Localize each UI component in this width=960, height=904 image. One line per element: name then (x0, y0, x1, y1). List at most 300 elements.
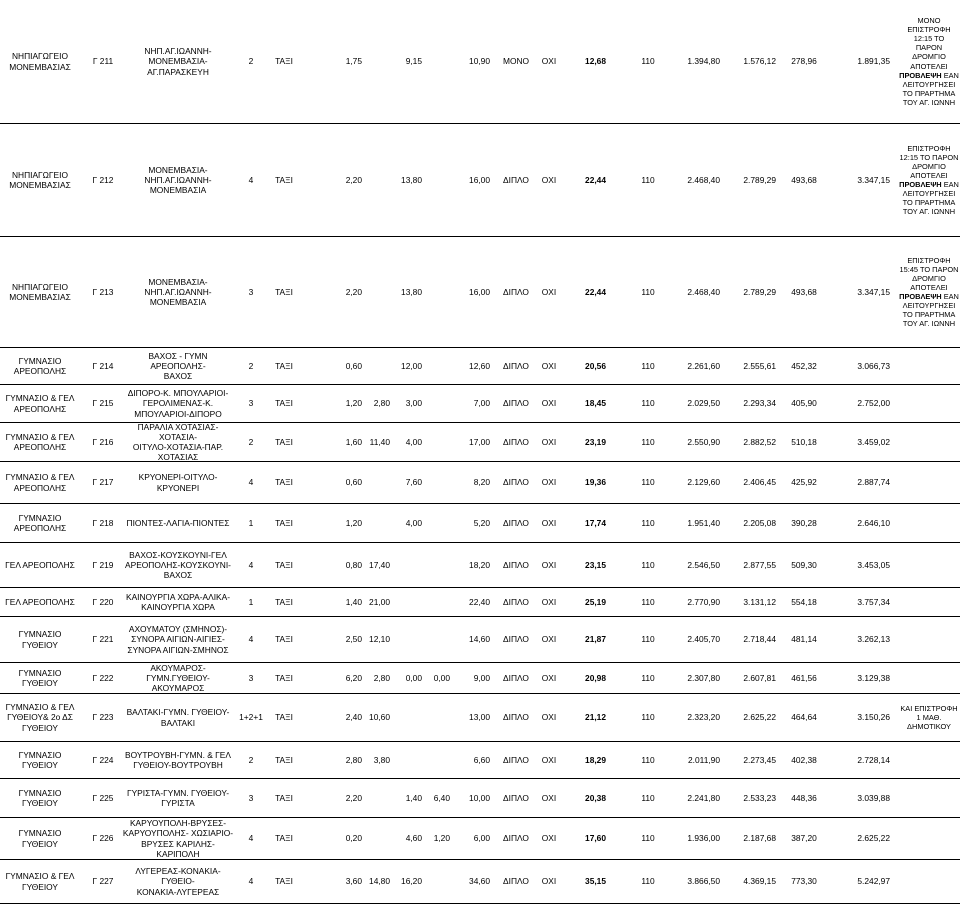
daily-cost (566, 818, 606, 859)
km-total-text: 16,00 (469, 286, 490, 297)
school-name-text: ΓΥΜΝΑΣΙΟ & ΓΕΛ ΓΥΘΕΙΟΥ (5, 871, 75, 892)
route-code (84, 124, 122, 236)
daily-cost-text: 18,29 (585, 754, 606, 765)
km-segment-3 (390, 348, 422, 384)
daily-cost-text: 23,15 (585, 559, 606, 570)
route-note-text: ΕΠΙΣΤΡΟΦΗ 15:45 ΤΟ ΠΑΡΟΝ ΔΡΟΜΓΙΟ ΑΠΟΤΕΛΕΙ ΠΡΟΒΛΕΨΗ ΕΑΝ ΛΕΙΤΟΥΡΓΗΣΕΙ ΤΟ ΠΡΑΡΤΗΜΑ ΤΟΥ ΑΓ. ΙΩΝΝΗ (899, 255, 959, 329)
student-count (236, 385, 266, 422)
route-note (898, 504, 960, 542)
daily-cost (566, 779, 606, 817)
escort-flag-text: ΟΧΙ (541, 517, 557, 528)
net-amount-text: 2.307,80 (687, 672, 720, 683)
route-description-text: ΠΑΡΑΛΙΑ ΧΟΤΑΣΙΑΣ-ΧΟΤΑΣΙΑ- ΟΙΤΥΛΟ-ΧΟΤΑΣΙΑ-ΠΑΡ. ΧΟΤΑΣΙΑΣ (132, 421, 224, 463)
net-amount-text: 2.323,20 (687, 712, 720, 723)
daily-cost (566, 348, 606, 384)
escort-flag (538, 818, 560, 859)
route-description-text: ΝΗΠ.ΑΓ.ΙΩΑΝΝΗ- ΜΟΝΕΜΒΑΣΙΑ- ΑΓ.ΠΑΡΑΣΚΕΥΗ (144, 46, 212, 77)
net-amount-text: 1.936,00 (687, 833, 720, 844)
route-description-text: ΠΙΟΝΤΕΣ-ΛΑΓΙΑ-ΠΙΟΝΤΕΣ (126, 517, 230, 528)
tax-amount (780, 860, 828, 903)
route-type-text: ΜΟΝΟ (502, 56, 530, 67)
school-name (0, 860, 80, 903)
km-segment-3 (390, 694, 422, 741)
km-segment-2-text: 11,40 (369, 436, 390, 447)
vehicle-type (266, 385, 302, 422)
km-segment-3 (390, 818, 422, 859)
amount-with-tax-text: 1.576,12 (743, 56, 776, 67)
student-count (236, 462, 266, 503)
amount-with-tax (724, 462, 776, 503)
days-count (632, 588, 664, 616)
school-name (0, 348, 80, 384)
daily-cost (566, 663, 606, 693)
km-total (450, 462, 490, 503)
route-note (898, 385, 960, 422)
amount-with-tax-text: 2.205,08 (743, 517, 776, 528)
school-name-text: ΓΥΜΝΑΣΙΟ ΑΡΕΟΠΟΛΗΣ (13, 355, 67, 376)
route-description-text: ΜΟΝΕΜΒΑΣΙΑ- ΝΗΠ.ΑΓ.ΙΩΑΝΝΗ- ΜΟΝΕΜΒΑΣΙΑ (144, 164, 212, 196)
grand-total-text: 3.129,38 (857, 672, 890, 683)
daily-cost (566, 385, 606, 422)
km-segment-1 (318, 860, 362, 903)
route-code (84, 779, 122, 817)
net-amount (672, 124, 720, 236)
route-description (122, 423, 234, 461)
route-note (898, 124, 960, 236)
km-segment-3-text: 4,00 (405, 517, 422, 528)
route-code (84, 617, 122, 662)
route-type-text: ΔΙΠΛΟ (503, 517, 529, 528)
km-segment-2-text: 14,80 (369, 876, 390, 887)
km-segment-1-text: 0,60 (345, 477, 362, 488)
daily-cost-text: 35,15 (585, 876, 606, 887)
route-type (492, 860, 540, 903)
grand-total-text: 3.347,15 (857, 174, 890, 185)
route-description (122, 504, 234, 542)
escort-flag (538, 0, 560, 123)
net-amount (672, 617, 720, 662)
daily-cost-text: 19,36 (585, 477, 606, 488)
table-row (0, 860, 960, 904)
daily-cost (566, 694, 606, 741)
route-code-text: Γ 214 (92, 360, 114, 371)
km-total-text: 7,00 (473, 398, 490, 409)
route-description (122, 385, 234, 422)
amount-with-tax-text: 2.607,81 (743, 672, 776, 683)
amount-with-tax (724, 779, 776, 817)
vehicle-type-text: ΤΑΞΙ (275, 596, 293, 607)
route-description (122, 779, 234, 817)
route-type-text: ΔΙΠΛΟ (503, 596, 529, 607)
route-description (122, 663, 234, 693)
school-name-text: ΓΥΜΝΑΣΙΟ ΑΡΕΟΠΟΛΗΣ (13, 512, 67, 533)
km-total-text: 5,20 (473, 517, 490, 528)
route-type-text: ΔΙΠΛΟ (503, 174, 529, 185)
school-name-text: ΓΥΜΝΑΣΙΟ ΓΥΘΕΙΟΥ (18, 787, 62, 808)
km-segment-3-text: 0,00 (405, 672, 422, 683)
amount-with-tax-text: 2.882,52 (743, 436, 776, 447)
route-code (84, 348, 122, 384)
student-count-text: 3 (248, 792, 254, 803)
amount-with-tax (724, 860, 776, 903)
school-name (0, 742, 80, 778)
student-count (236, 237, 266, 347)
km-segment-4 (422, 694, 450, 741)
student-count-text: 2 (248, 360, 254, 371)
km-segment-1 (318, 504, 362, 542)
km-segment-1 (318, 694, 362, 741)
km-total-text: 17,00 (469, 436, 490, 447)
net-amount (672, 423, 720, 461)
km-segment-1-text: 2,20 (345, 792, 362, 803)
route-type-text: ΔΙΠΛΟ (503, 360, 529, 371)
net-amount (672, 742, 720, 778)
student-count (236, 588, 266, 616)
days-count-text: 110 (641, 634, 655, 645)
km-segment-2 (362, 423, 390, 461)
escort-flag (538, 742, 560, 778)
days-count (632, 543, 664, 587)
km-total-text: 12,60 (469, 360, 490, 371)
km-total (450, 663, 490, 693)
amount-with-tax (724, 423, 776, 461)
km-segment-1-text: 1,60 (345, 436, 362, 447)
km-total (450, 694, 490, 741)
km-segment-2 (362, 504, 390, 542)
amount-with-tax (724, 663, 776, 693)
km-segment-2-text: 10,60 (369, 712, 390, 723)
route-type (492, 385, 540, 422)
route-description-text: ΜΟΝΕΜΒΑΣΙΑ- ΝΗΠ.ΑΓ.ΙΩΑΝΝΗ- ΜΟΝΕΜΒΑΣΙΑ (144, 276, 212, 308)
km-total-text: 13,00 (469, 712, 490, 723)
grand-total-text: 3.150,26 (857, 712, 890, 723)
tax-amount-text: 452,32 (791, 360, 817, 371)
route-type (492, 0, 540, 123)
student-count-text: 2 (248, 56, 254, 67)
amount-with-tax (724, 742, 776, 778)
tax-amount (780, 818, 828, 859)
tax-amount-text: 509,30 (791, 559, 817, 570)
days-count (632, 462, 664, 503)
amount-with-tax-text: 2.406,45 (743, 477, 776, 488)
vehicle-type-text: ΤΑΞΙ (275, 477, 293, 488)
route-note (898, 348, 960, 384)
grand-total (840, 0, 890, 123)
km-segment-1-text: 2,20 (345, 174, 362, 185)
escort-flag-text: ΟΧΙ (541, 833, 557, 844)
days-count-text: 110 (641, 754, 655, 765)
days-count-text: 110 (641, 360, 655, 371)
amount-with-tax (724, 694, 776, 741)
km-segment-1 (318, 385, 362, 422)
days-count-text: 110 (641, 596, 655, 607)
km-segment-3-text: 16,20 (401, 876, 422, 887)
route-description-text: ΑΧΟΥΜΑΤΟΥ (ΣΜΗΝΟΣ)- ΣΥΝΟΡΑ ΑΙΓΙΩΝ-ΑΙΓΙΕΣ- ΣΥΝΟΡΑ ΑΙΓΙΩΝ-ΣΜΗΝΟΣ (127, 624, 229, 655)
daily-cost (566, 0, 606, 123)
route-type (492, 124, 540, 236)
table-row (0, 385, 960, 423)
grand-total-text: 3.066,73 (857, 360, 890, 371)
route-description (122, 617, 234, 662)
route-note (898, 663, 960, 693)
escort-flag-text: ΟΧΙ (541, 559, 557, 570)
route-description (122, 742, 234, 778)
days-count (632, 423, 664, 461)
daily-cost (566, 742, 606, 778)
school-name-text: ΓΥΜΝΑΣΙΟ & ΓΕΛ ΑΡΕΟΠΟΛΗΣ (5, 393, 75, 414)
route-type (492, 543, 540, 587)
km-segment-3 (390, 860, 422, 903)
grand-total-text: 5.242,97 (857, 876, 890, 887)
km-segment-2 (362, 694, 390, 741)
route-note (898, 237, 960, 347)
route-type (492, 237, 540, 347)
days-count-text: 110 (641, 398, 655, 409)
school-name-text: ΝΗΠΙΑΓΩΓΕΙΟ ΜΟΝΕΜΒΑΣΙΑΣ (9, 281, 71, 302)
escort-flag-text: ΟΧΙ (541, 436, 557, 447)
route-type-text: ΔΙΠΛΟ (503, 634, 529, 645)
km-segment-2-text: 3,80 (373, 754, 390, 765)
student-count (236, 348, 266, 384)
tax-amount-text: 493,68 (791, 174, 817, 185)
km-segment-2 (362, 818, 390, 859)
km-segment-3 (390, 742, 422, 778)
grand-total (840, 818, 890, 859)
amount-with-tax (724, 543, 776, 587)
km-segment-1 (318, 237, 362, 347)
daily-cost-text: 23,19 (585, 436, 606, 447)
table-row (0, 423, 960, 462)
escort-flag (538, 423, 560, 461)
vehicle-type-text: ΤΑΞΙ (275, 360, 293, 371)
table-row (0, 504, 960, 543)
grand-total-text: 2.728,14 (857, 754, 890, 765)
route-note (898, 779, 960, 817)
km-total-text: 8,20 (473, 477, 490, 488)
grand-total (840, 588, 890, 616)
km-segment-3-text: 9,15 (405, 56, 422, 67)
vehicle-type (266, 504, 302, 542)
amount-with-tax-text: 2.533,23 (743, 792, 776, 803)
daily-cost-text: 12,68 (585, 56, 606, 67)
tax-amount (780, 779, 828, 817)
escort-flag (538, 543, 560, 587)
amount-with-tax (724, 617, 776, 662)
student-count-text: 4 (248, 833, 254, 844)
km-total (450, 385, 490, 422)
km-segment-1 (318, 617, 362, 662)
escort-flag (538, 588, 560, 616)
km-total-text: 18,20 (469, 559, 490, 570)
km-segment-2 (362, 124, 390, 236)
km-segment-2-text: 17,40 (369, 559, 390, 570)
km-segment-1 (318, 462, 362, 503)
grand-total-text: 3.459,02 (857, 436, 890, 447)
route-code-text: Γ 217 (92, 477, 114, 488)
net-amount-text: 3.866,50 (687, 876, 720, 887)
km-total (450, 588, 490, 616)
net-amount-text: 1.951,40 (687, 517, 720, 528)
escort-flag (538, 462, 560, 503)
route-description-text: ΛΥΓΕΡΕΑΣ-ΚΟΝΑΚΙΑ-ΓΥΘΕΙΟ- ΚΟΝΑΚΙΑ-ΛΥΓΕΡΕΑΣ (135, 866, 221, 897)
route-description-text: ΚΡΥΟΝΕΡΙ-ΟΙΤΥΛΟ- ΚΡΥΟΝΕΡΙ (138, 472, 218, 493)
vehicle-type (266, 0, 302, 123)
route-code (84, 423, 122, 461)
escort-flag-text: ΟΧΙ (541, 56, 557, 67)
km-segment-3-text: 13,80 (401, 174, 422, 185)
route-description-text: ΒΑΧΟΣ-ΚΟΥΣΚΟΥΝΙ-ΓΕΛ ΑΡΕΟΠΟΛΗΣ-ΚΟΥΣΚΟΥΝΙ- ΒΑΧΟΣ (125, 549, 231, 581)
amount-with-tax-text: 2.718,44 (743, 634, 776, 645)
days-count-text: 110 (641, 876, 655, 887)
grand-total (840, 237, 890, 347)
net-amount-text: 2.029,50 (687, 398, 720, 409)
tax-amount (780, 742, 828, 778)
student-count-text: 1+2+1 (239, 712, 263, 723)
grand-total (840, 860, 890, 903)
route-description (122, 543, 234, 587)
route-description (122, 0, 234, 123)
table-row (0, 617, 960, 663)
km-segment-1 (318, 779, 362, 817)
escort-flag-text: ΟΧΙ (541, 477, 557, 488)
net-amount (672, 385, 720, 422)
tax-amount (780, 504, 828, 542)
student-count-text: 1 (248, 517, 254, 528)
route-description (122, 588, 234, 616)
daily-cost (566, 543, 606, 587)
km-segment-1 (318, 742, 362, 778)
km-segment-2-text: 21,00 (369, 596, 390, 607)
grand-total (840, 348, 890, 384)
route-code (84, 860, 122, 903)
escort-flag (538, 663, 560, 693)
route-code-text: Γ 213 (92, 286, 114, 297)
km-segment-4 (422, 385, 450, 422)
student-count (236, 779, 266, 817)
route-note (898, 588, 960, 616)
km-segment-4 (422, 779, 450, 817)
daily-cost (566, 860, 606, 903)
school-name-text: ΝΗΠΙΑΓΩΓΕΙΟ ΜΟΝΕΜΒΑΣΙΑΣ (9, 169, 71, 190)
vehicle-type (266, 742, 302, 778)
days-count (632, 385, 664, 422)
school-name (0, 818, 80, 859)
escort-flag-text: ΟΧΙ (541, 360, 557, 371)
route-type-text: ΔΙΠΛΟ (503, 398, 529, 409)
days-count-text: 110 (641, 436, 655, 447)
km-segment-1-text: 1,40 (345, 596, 362, 607)
table-row (0, 742, 960, 779)
amount-with-tax-text: 2.187,68 (743, 833, 776, 844)
route-code (84, 0, 122, 123)
amount-with-tax (724, 348, 776, 384)
school-name-text: ΝΗΠΙΑΓΩΓΕΙΟ ΜΟΝΕΜΒΑΣΙΑΣ (9, 51, 71, 72)
grand-total-text: 3.262,13 (857, 634, 890, 645)
km-total-text: 10,90 (469, 56, 490, 67)
grand-total (840, 504, 890, 542)
net-amount-text: 2.011,90 (688, 754, 720, 765)
table-row (0, 124, 960, 237)
school-name-text: ΓΥΜΝΑΣΙΟ & ΓΕΛ ΑΡΕΟΠΟΛΗΣ (5, 431, 75, 452)
vehicle-type (266, 423, 302, 461)
km-segment-1-text: 3,60 (345, 876, 362, 887)
km-segment-4 (422, 0, 450, 123)
vehicle-type-text: ΤΑΞΙ (275, 876, 293, 887)
net-amount-text: 2.468,40 (687, 174, 720, 185)
days-count (632, 348, 664, 384)
school-name (0, 462, 80, 503)
route-type-text: ΔΙΠΛΟ (503, 833, 529, 844)
route-note (898, 617, 960, 662)
amount-with-tax-text: 2.273,45 (743, 754, 776, 765)
route-code (84, 543, 122, 587)
km-segment-4 (422, 543, 450, 587)
tax-amount-text: 493,68 (791, 286, 817, 297)
route-code (84, 818, 122, 859)
km-segment-4 (422, 818, 450, 859)
student-count-text: 4 (248, 634, 254, 645)
tax-amount-text: 425,92 (791, 477, 817, 488)
escort-flag (538, 779, 560, 817)
km-total-text: 16,00 (469, 174, 490, 185)
route-code-text: Γ 221 (92, 634, 114, 645)
km-segment-1 (318, 423, 362, 461)
tax-amount (780, 385, 828, 422)
escort-flag-text: ΟΧΙ (541, 876, 557, 887)
route-code (84, 663, 122, 693)
net-amount-text: 2.261,60 (687, 360, 720, 371)
route-description (122, 348, 234, 384)
vehicle-type-text: ΤΑΞΙ (275, 56, 293, 67)
days-count (632, 237, 664, 347)
km-segment-2-text: 12,10 (369, 634, 390, 645)
route-description-text: ΒΑΛΤΑΚΙ-ΓΥΜΝ. ΓΥΘΕΙΟΥ- ΒΑΛΤΑΚΙ (126, 707, 230, 728)
km-segment-1 (318, 124, 362, 236)
vehicle-type-text: ΤΑΞΙ (275, 398, 293, 409)
route-note (898, 462, 960, 503)
tax-amount (780, 124, 828, 236)
days-count (632, 0, 664, 123)
vehicle-type-text: ΤΑΞΙ (275, 833, 293, 844)
table-row (0, 818, 960, 860)
route-description-text: ΚΑΡΥΟΥΠΟΛΗ-ΒΡΥΣΕΣ- ΚΑΡΥΟΥΠΟΛΗΣ- ΧΩΣΙΑΡΙΟ- ΒΡΥΣΕΣ ΚΑΡΙΛΗΣ-ΚΑΡΙΠΟΛΗ (122, 818, 234, 859)
vehicle-type (266, 860, 302, 903)
school-name-text: ΓΕΛ ΑΡΕΟΠΟΛΗΣ (5, 559, 75, 570)
route-description-text: ΔΙΠΟΡΟ-Κ. ΜΠΟΥΛΑΡΙΟΙ- ΓΕΡΟΛΙΜΕΝΑΣ-Κ. ΜΠΟΥΛΑΡΙΟΙ-ΔΙΠΟΡΟ (127, 388, 229, 419)
km-total-text: 10,00 (469, 792, 490, 803)
km-segment-1-text: 0,80 (345, 559, 362, 570)
km-segment-4-text: 6,40 (433, 792, 450, 803)
days-count (632, 617, 664, 662)
days-count (632, 742, 664, 778)
route-note-text: ΜΟΝΟ ΕΠΙΣΤΡΟΦΗ 12:15 ΤΟ ΠΑΡΟΝ ΔΡΟΜΓΙΟ ΑΠΟΤΕΛΕΙ ΠΡΟΒΛΕΨΗ ΕΑΝ ΛΕΙΤΟΥΡΓΗΣΕΙ ΤΟ ΠΡΑΡΤΗΜΑ ΤΟΥ ΑΓ. ΙΩΝΝΗ (899, 16, 959, 107)
amount-with-tax-text: 2.555,61 (743, 360, 776, 371)
tax-amount (780, 237, 828, 347)
tax-amount-text: 461,56 (791, 672, 817, 683)
tax-amount-text: 554,18 (791, 596, 817, 607)
route-code (84, 462, 122, 503)
km-total-text: 6,60 (473, 754, 490, 765)
km-segment-4 (422, 124, 450, 236)
tax-amount-text: 481,14 (791, 634, 817, 645)
km-segment-1 (318, 348, 362, 384)
escort-flag (538, 860, 560, 903)
student-count (236, 742, 266, 778)
days-count (632, 124, 664, 236)
km-segment-4 (422, 237, 450, 347)
vehicle-type (266, 694, 302, 741)
vehicle-type (266, 617, 302, 662)
